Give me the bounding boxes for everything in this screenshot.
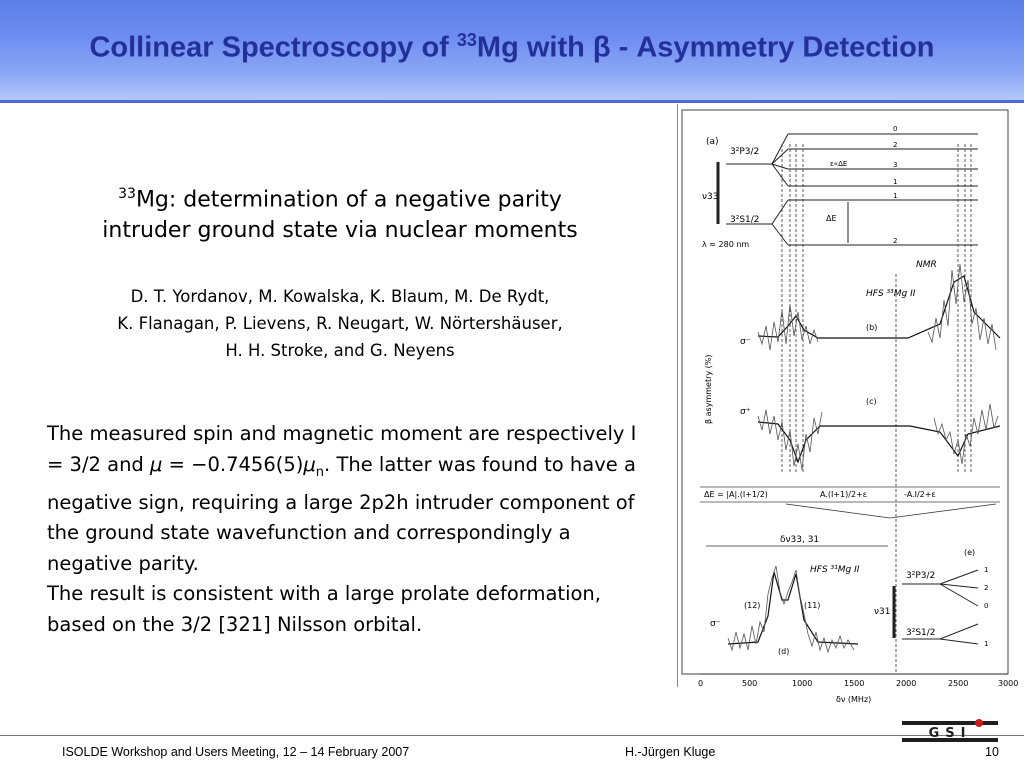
- x-tick-labels: [698, 679, 1018, 688]
- level-upper-0: 0: [893, 125, 898, 133]
- author-line: K. Flanagan, P. Lievens, R. Neugart, W. Nörtershäuser,: [117, 314, 563, 333]
- mass-number: 33: [456, 30, 477, 50]
- title-banner-underline: [0, 100, 1024, 103]
- sigma-minus-d: σ⁻: [710, 619, 721, 629]
- topic-heading-line2: intruder ground state via nuclear moments: [102, 218, 578, 243]
- author-line: H. H. Stroke, and G. Neyens: [225, 341, 455, 360]
- conclusion-paragraph: The result is consistent with a large prolate deformation, based on the 3/2 [321] Nilsson orbital.: [47, 582, 601, 636]
- nu31-label: ν31: [874, 607, 891, 617]
- delta-e-label: ΔE: [826, 214, 837, 223]
- y-axis-label: β asymmetry (%): [704, 354, 713, 424]
- p32-level-label: 3²P3/2: [730, 147, 760, 157]
- peak-11-label: (11): [804, 601, 821, 610]
- footer-divider: [0, 735, 1024, 736]
- fit-curve-c: [758, 422, 1000, 462]
- dnu-label: δν33, 31: [780, 535, 820, 545]
- level-upper-2: 3: [893, 161, 898, 169]
- a-formula: A.(I+1)/2+ε: [820, 490, 868, 499]
- figure-frame: [682, 110, 1008, 674]
- level-upper-3: 1: [893, 178, 898, 186]
- x-tick: 3000: [998, 679, 1019, 688]
- hfs33-label: HFS ³³Mg II: [866, 289, 916, 299]
- topic-heading-line1: $^{33}$Mg: determination of a negative parity: [118, 186, 562, 213]
- author-list: [40, 283, 640, 364]
- nmr-label: NMR: [916, 260, 937, 270]
- body-text: [47, 419, 647, 640]
- x-tick: 0: [698, 679, 704, 688]
- page-number: 10: [985, 745, 999, 759]
- slide-title: Collinear Spectroscopy of $^{33}$Mg with β - Asymmetry Detection: [89, 30, 935, 64]
- delta-e-formula: ΔE = |A|.(I+1/2): [704, 490, 768, 499]
- data-points-b: [758, 264, 996, 350]
- footer-event: ISOLDE Workshop and Users Meeting, 12 – 14 February 2007: [62, 745, 410, 759]
- author-line: D. T. Yordanov, M. Kowalska, K. Blaum, M. De Rydt,: [130, 287, 550, 306]
- s12-level-label: 3²S1/2: [730, 215, 760, 225]
- level-lower-0: 1: [893, 192, 898, 200]
- spectroscopy-figure: [677, 104, 1025, 704]
- hfs31-label: HFS ³¹Mg II: [810, 565, 860, 575]
- panel-label-c: (c): [866, 397, 877, 406]
- x-tick: 500: [742, 679, 758, 688]
- bracket: [786, 504, 996, 518]
- level-e-lower-0: 1: [984, 640, 989, 648]
- panel-label-a: (a): [706, 137, 719, 147]
- figure-canvas: [678, 104, 1025, 704]
- result-paragraph: The measured spin and magnetic moment are respectively I = 3/2 and $\mu = -0.7456(5)\mu_n$. The latter was found to have a negative sign, requiring a large 2p2h intruder component of the ground state wavefunction and correspondingly a negative parity.: [47, 422, 637, 575]
- level-e-upper-1: 2: [984, 584, 989, 592]
- p32-level-label-e: 3²P3/2: [906, 571, 936, 581]
- neg-a-formula: -A.I/2+ε: [904, 490, 936, 499]
- x-tick: 2000: [896, 679, 917, 688]
- sigma-minus-b: σ⁻: [740, 337, 751, 347]
- panel-label-d: (d): [778, 647, 790, 656]
- title-banner: [0, 0, 1024, 103]
- peak-12-label: (12): [744, 601, 761, 610]
- svg-text:GSI: GSI: [928, 726, 972, 741]
- s12-level-label-e: 3²S1/2: [906, 628, 936, 638]
- transition-lines: [782, 144, 971, 674]
- panel-label-b: (b): [866, 323, 878, 332]
- gsi-logo: [900, 717, 1000, 745]
- level-e-upper-0: 1: [984, 566, 989, 574]
- x-tick: 1500: [844, 679, 865, 688]
- panel-label-e: (e): [964, 548, 976, 557]
- footer-author: H.-Jürgen Kluge: [625, 745, 716, 759]
- epsilon-label: ε«ΔE: [830, 160, 848, 168]
- wavelength-label: λ ≈ 280 nm: [702, 240, 750, 249]
- fit-curve-b: [758, 276, 1000, 338]
- data-points-c: [758, 404, 998, 470]
- level-e-upper-2: 0: [984, 602, 989, 610]
- x-tick: 2500: [948, 679, 969, 688]
- level-upper-1: 2: [893, 141, 898, 149]
- x-tick: 1000: [792, 679, 813, 688]
- nu33-label: ν33: [702, 192, 719, 202]
- x-axis-label: δν (MHz): [836, 695, 872, 704]
- level-lower-1: 2: [893, 237, 898, 245]
- sigma-plus-c: σ⁺: [740, 407, 751, 417]
